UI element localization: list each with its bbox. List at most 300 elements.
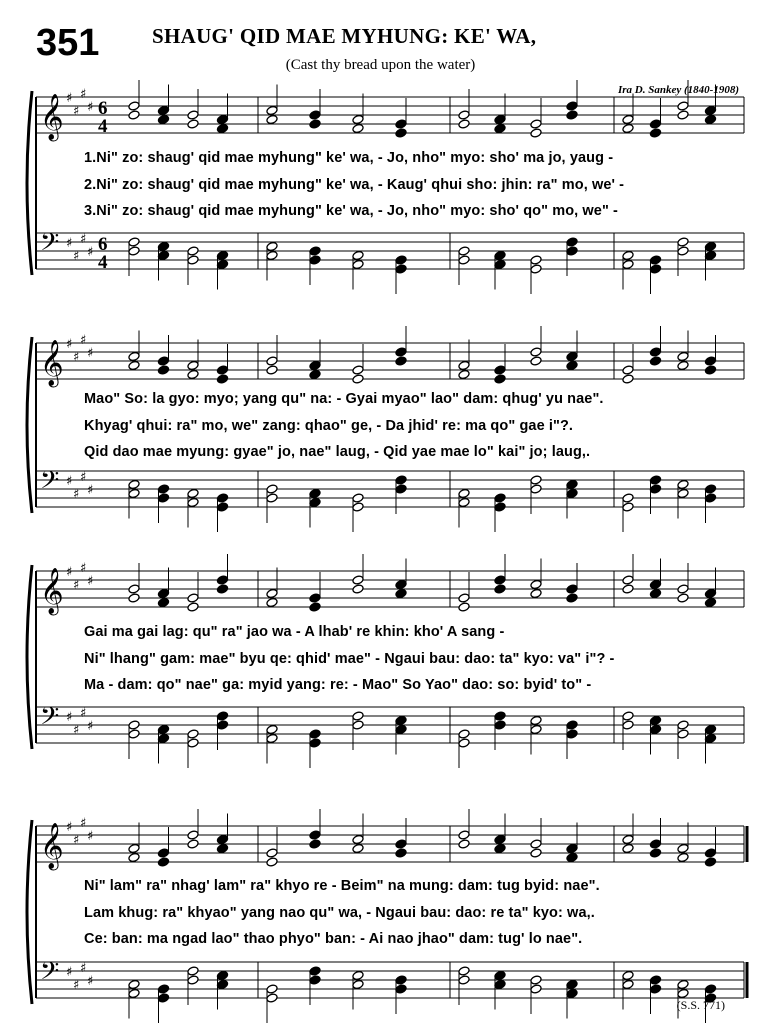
note-head bbox=[352, 979, 364, 989]
note-head bbox=[622, 123, 634, 133]
note-head bbox=[649, 588, 661, 598]
note-head bbox=[352, 502, 364, 512]
sharp-icon: ♯ bbox=[87, 245, 94, 260]
note-head bbox=[266, 356, 278, 366]
note-head bbox=[157, 724, 169, 734]
note-head bbox=[395, 255, 407, 265]
note-head bbox=[677, 360, 689, 370]
note-head bbox=[494, 250, 506, 260]
treble-clef-icon: 𝄞 bbox=[40, 94, 64, 140]
note-head bbox=[677, 843, 689, 853]
note-head bbox=[216, 720, 228, 730]
sharp-icon: ♯ bbox=[73, 723, 80, 738]
note-head bbox=[216, 575, 228, 585]
note-head bbox=[157, 484, 169, 494]
note-head bbox=[128, 110, 140, 120]
note-head bbox=[216, 979, 228, 989]
note-head bbox=[622, 979, 634, 989]
note-head bbox=[530, 724, 542, 734]
note-head bbox=[157, 993, 169, 1003]
note-head bbox=[622, 374, 634, 384]
note-head bbox=[677, 488, 689, 498]
note-head bbox=[622, 843, 634, 853]
note-head bbox=[187, 360, 199, 370]
note-head bbox=[187, 119, 199, 129]
sharp-icon: ♯ bbox=[73, 104, 80, 119]
sharp-icon: ♯ bbox=[87, 574, 94, 589]
lyric-line: Khyag' qhui: ra" mo, we" zang: qhao" ge, - Da jhid' re: ma qo" gae i"?. bbox=[84, 418, 574, 434]
note-head bbox=[128, 479, 140, 489]
note-head bbox=[530, 347, 542, 357]
note-head bbox=[458, 729, 470, 739]
note-head bbox=[649, 579, 661, 589]
note-head bbox=[677, 479, 689, 489]
hymn-title: SHAUG' QID MAE MYHUNG: KE' WA, bbox=[152, 24, 537, 48]
note-head bbox=[395, 984, 407, 994]
note-head bbox=[309, 360, 321, 370]
note-head bbox=[157, 241, 169, 251]
note-head bbox=[352, 575, 364, 585]
note-head bbox=[352, 250, 364, 260]
note-head bbox=[395, 347, 407, 357]
note-head bbox=[266, 484, 278, 494]
note-head bbox=[530, 715, 542, 725]
note-head bbox=[187, 966, 199, 976]
treble-clef-icon: 𝄞 bbox=[40, 568, 64, 614]
note-head bbox=[309, 593, 321, 603]
note-head bbox=[494, 720, 506, 730]
note-head bbox=[530, 264, 542, 274]
lyric-line: 1.Ni" zo: shaug' qid mae myhung" ke' wa, - Jo, nho" myo: sho' ma jo, yaug - bbox=[84, 150, 614, 166]
sharp-icon: ♯ bbox=[73, 249, 80, 264]
note-head bbox=[395, 475, 407, 485]
note-head bbox=[187, 738, 199, 748]
note-head bbox=[395, 264, 407, 274]
note-head bbox=[309, 497, 321, 507]
note-head bbox=[530, 588, 542, 598]
sharp-icon: ♯ bbox=[87, 346, 94, 361]
note-head bbox=[677, 351, 689, 361]
note-head bbox=[649, 347, 661, 357]
note-head bbox=[352, 123, 364, 133]
lyric-line: Ni" lam" ra" nhag' lam" ra" khyo re - Beim" na mung: dam: tug byid: nae". bbox=[84, 878, 600, 894]
sharp-icon: ♯ bbox=[73, 487, 80, 502]
note-head bbox=[266, 733, 278, 743]
note-head bbox=[649, 839, 661, 849]
note-head bbox=[187, 830, 199, 840]
note-head bbox=[395, 724, 407, 734]
note-head bbox=[704, 493, 716, 503]
sharp-icon: ♯ bbox=[66, 91, 73, 106]
note-head bbox=[494, 843, 506, 853]
note-head bbox=[266, 857, 278, 867]
note-head bbox=[530, 475, 542, 485]
lyric-line: Ma - dam: qo" nae" ga: myid yang: re: - Mao" So Yao" dao: so: byid' to" - bbox=[84, 677, 592, 693]
note-head bbox=[566, 729, 578, 739]
note-head bbox=[458, 738, 470, 748]
note-head bbox=[128, 351, 140, 361]
note-head bbox=[622, 584, 634, 594]
note-head bbox=[530, 975, 542, 985]
note-head bbox=[566, 979, 578, 989]
sharp-icon: ♯ bbox=[66, 710, 73, 725]
note-head bbox=[187, 593, 199, 603]
note-head bbox=[352, 259, 364, 269]
note-head bbox=[677, 101, 689, 111]
note-head bbox=[494, 970, 506, 980]
note-head bbox=[677, 979, 689, 989]
note-head bbox=[216, 502, 228, 512]
sharp-icon: ♯ bbox=[87, 483, 94, 498]
system-brace bbox=[27, 565, 32, 749]
note-head bbox=[494, 575, 506, 585]
note-head bbox=[352, 584, 364, 594]
note-head bbox=[352, 374, 364, 384]
time-signature-top: 6 bbox=[98, 234, 108, 255]
sharp-icon: ♯ bbox=[87, 829, 94, 844]
note-head bbox=[395, 715, 407, 725]
note-head bbox=[494, 365, 506, 375]
note-head bbox=[309, 246, 321, 256]
note-head bbox=[649, 356, 661, 366]
note-head bbox=[677, 852, 689, 862]
note-head bbox=[309, 839, 321, 849]
note-head bbox=[649, 119, 661, 129]
sharp-icon: ♯ bbox=[80, 87, 87, 102]
note-head bbox=[622, 250, 634, 260]
note-head bbox=[649, 975, 661, 985]
note-head bbox=[622, 502, 634, 512]
note-head bbox=[266, 724, 278, 734]
sharp-icon: ♯ bbox=[66, 565, 73, 580]
time-signature-top: 6 bbox=[98, 98, 108, 119]
treble-clef-icon: 𝄞 bbox=[40, 823, 64, 869]
note-head bbox=[494, 979, 506, 989]
note-head bbox=[530, 579, 542, 589]
note-head bbox=[704, 114, 716, 124]
lyric-line: Ce: ban: ma ngad lao" thao phyo" ban: - Ai nao jhao" dam: tug' lo nae". bbox=[84, 931, 583, 947]
bass-clef-icon: 𝄢 bbox=[40, 466, 60, 501]
note-head bbox=[309, 602, 321, 612]
time-signature-bottom: 4 bbox=[98, 116, 108, 137]
note-head bbox=[266, 993, 278, 1003]
note-head bbox=[352, 114, 364, 124]
note-head bbox=[309, 966, 321, 976]
note-head bbox=[187, 369, 199, 379]
note-head bbox=[157, 848, 169, 858]
note-head bbox=[216, 493, 228, 503]
note-head bbox=[458, 360, 470, 370]
note-head bbox=[649, 475, 661, 485]
note-head bbox=[704, 356, 716, 366]
hymn-number: 351 bbox=[36, 22, 100, 64]
note-head bbox=[677, 729, 689, 739]
note-head bbox=[128, 584, 140, 594]
note-head bbox=[704, 250, 716, 260]
sharp-icon: ♯ bbox=[66, 820, 73, 835]
lyric-line: Mao" So: la gyo: myo; yang qu" na: - Gyai myao" lao" dam: qhug' yu nae". bbox=[84, 391, 604, 407]
sharp-icon: ♯ bbox=[80, 561, 87, 576]
note-head bbox=[216, 123, 228, 133]
note-head bbox=[187, 110, 199, 120]
note-head bbox=[458, 602, 470, 612]
note-head bbox=[187, 975, 199, 985]
note-head bbox=[458, 246, 470, 256]
note-head bbox=[566, 351, 578, 361]
note-head bbox=[352, 493, 364, 503]
note-head bbox=[187, 255, 199, 265]
note-head bbox=[566, 852, 578, 862]
note-head bbox=[458, 255, 470, 265]
note-head bbox=[157, 733, 169, 743]
note-head bbox=[458, 110, 470, 120]
note-head bbox=[157, 250, 169, 260]
note-head bbox=[157, 493, 169, 503]
note-head bbox=[530, 848, 542, 858]
note-head bbox=[704, 105, 716, 115]
note-head bbox=[677, 237, 689, 247]
sharp-icon: ♯ bbox=[66, 337, 73, 352]
note-head bbox=[649, 715, 661, 725]
note-head bbox=[128, 988, 140, 998]
note-head bbox=[128, 360, 140, 370]
sharp-icon: ♯ bbox=[66, 236, 73, 251]
note-head bbox=[458, 488, 470, 498]
hymn-subtitle: (Cast thy bread upon the water) bbox=[285, 57, 476, 73]
note-head bbox=[128, 729, 140, 739]
note-head bbox=[458, 975, 470, 985]
note-head bbox=[266, 597, 278, 607]
note-head bbox=[216, 365, 228, 375]
sharp-icon: ♯ bbox=[87, 100, 94, 115]
note-head bbox=[566, 110, 578, 120]
sharp-icon: ♯ bbox=[80, 470, 87, 485]
note-head bbox=[128, 101, 140, 111]
note-head bbox=[187, 602, 199, 612]
note-head bbox=[622, 114, 634, 124]
note-head bbox=[649, 128, 661, 138]
note-head bbox=[309, 488, 321, 498]
note-head bbox=[622, 720, 634, 730]
note-head bbox=[157, 588, 169, 598]
note-head bbox=[266, 984, 278, 994]
note-head bbox=[157, 984, 169, 994]
note-head bbox=[309, 119, 321, 129]
note-head bbox=[309, 975, 321, 985]
sharp-icon: ♯ bbox=[80, 706, 87, 721]
lyric-line: 2.Ni" zo: shaug' qid mae myhung" ke' wa, - Kaug' qhui sho: jhin: ra" mo, we' - bbox=[84, 177, 625, 193]
note-head bbox=[395, 839, 407, 849]
note-head bbox=[649, 484, 661, 494]
note-head bbox=[704, 848, 716, 858]
note-head bbox=[704, 984, 716, 994]
note-head bbox=[458, 119, 470, 129]
note-head bbox=[187, 729, 199, 739]
note-head bbox=[622, 834, 634, 844]
note-head bbox=[309, 255, 321, 265]
note-head bbox=[395, 484, 407, 494]
system-brace bbox=[27, 91, 32, 275]
sharp-icon: ♯ bbox=[87, 974, 94, 989]
note-head bbox=[566, 479, 578, 489]
note-head bbox=[566, 488, 578, 498]
note-head bbox=[530, 128, 542, 138]
note-head bbox=[266, 848, 278, 858]
note-head bbox=[216, 834, 228, 844]
note-head bbox=[157, 356, 169, 366]
bass-clef-icon: 𝄢 bbox=[40, 702, 60, 737]
note-head bbox=[266, 365, 278, 375]
note-head bbox=[128, 593, 140, 603]
note-head bbox=[458, 369, 470, 379]
note-head bbox=[309, 110, 321, 120]
note-head bbox=[352, 365, 364, 375]
note-head bbox=[622, 365, 634, 375]
note-head bbox=[187, 497, 199, 507]
note-head bbox=[216, 970, 228, 980]
sharp-icon: ♯ bbox=[66, 965, 73, 980]
note-head bbox=[216, 250, 228, 260]
note-head bbox=[494, 259, 506, 269]
note-head bbox=[187, 488, 199, 498]
note-head bbox=[704, 724, 716, 734]
sharp-icon: ♯ bbox=[73, 978, 80, 993]
sharp-icon: ♯ bbox=[80, 816, 87, 831]
note-head bbox=[309, 830, 321, 840]
note-head bbox=[530, 839, 542, 849]
note-head bbox=[494, 834, 506, 844]
composer-credit: Ira D. Sankey (1840-1908) bbox=[618, 84, 739, 96]
note-head bbox=[622, 575, 634, 585]
note-head bbox=[566, 237, 578, 247]
system-brace bbox=[27, 820, 32, 1004]
note-head bbox=[128, 979, 140, 989]
sharp-icon: ♯ bbox=[73, 350, 80, 365]
note-head bbox=[266, 105, 278, 115]
note-head bbox=[266, 250, 278, 260]
note-head bbox=[216, 114, 228, 124]
note-head bbox=[216, 584, 228, 594]
note-head bbox=[649, 848, 661, 858]
note-head bbox=[128, 246, 140, 256]
note-head bbox=[677, 720, 689, 730]
note-head bbox=[395, 356, 407, 366]
note-head bbox=[649, 255, 661, 265]
note-head bbox=[128, 852, 140, 862]
note-head bbox=[157, 857, 169, 867]
note-head bbox=[494, 114, 506, 124]
note-head bbox=[649, 264, 661, 274]
note-head bbox=[494, 502, 506, 512]
note-head bbox=[157, 114, 169, 124]
note-head bbox=[216, 374, 228, 384]
note-head bbox=[395, 588, 407, 598]
note-head bbox=[704, 484, 716, 494]
lyric-line: Gai ma gai lag: qu" ra" jao wa - A lhab' re khin: kho' A sang - bbox=[84, 624, 505, 640]
note-head bbox=[128, 488, 140, 498]
note-head bbox=[566, 988, 578, 998]
note-head bbox=[566, 360, 578, 370]
note-head bbox=[494, 584, 506, 594]
note-head bbox=[266, 493, 278, 503]
note-head bbox=[187, 246, 199, 256]
sharp-icon: ♯ bbox=[87, 719, 94, 734]
lyric-line: Qid dao mae myung: gyae" jo, nae" laug, - Qid yae mae lo" kai" jo; laug,. bbox=[84, 444, 591, 460]
sharp-icon: ♯ bbox=[80, 232, 87, 247]
note-head bbox=[649, 724, 661, 734]
note-head bbox=[458, 966, 470, 976]
note-head bbox=[216, 711, 228, 721]
note-head bbox=[458, 497, 470, 507]
note-head bbox=[494, 123, 506, 133]
note-head bbox=[704, 588, 716, 598]
sharp-icon: ♯ bbox=[66, 474, 73, 489]
note-head bbox=[566, 843, 578, 853]
note-head bbox=[266, 114, 278, 124]
note-head bbox=[530, 484, 542, 494]
note-head bbox=[187, 839, 199, 849]
note-head bbox=[622, 493, 634, 503]
source-reference: (S.S. 771) bbox=[676, 998, 725, 1012]
note-head bbox=[494, 493, 506, 503]
time-signature-bottom: 4 bbox=[98, 252, 108, 273]
note-head bbox=[216, 259, 228, 269]
note-head bbox=[395, 579, 407, 589]
note-head bbox=[128, 720, 140, 730]
note-head bbox=[458, 839, 470, 849]
treble-clef-icon: 𝄞 bbox=[40, 340, 64, 386]
note-head bbox=[566, 101, 578, 111]
note-head bbox=[494, 374, 506, 384]
note-head bbox=[704, 365, 716, 375]
system-brace bbox=[27, 337, 32, 513]
note-head bbox=[622, 259, 634, 269]
note-head bbox=[704, 597, 716, 607]
note-head bbox=[157, 105, 169, 115]
note-head bbox=[566, 246, 578, 256]
sharp-icon: ♯ bbox=[80, 333, 87, 348]
note-head bbox=[704, 733, 716, 743]
note-head bbox=[309, 369, 321, 379]
note-head bbox=[352, 720, 364, 730]
lyric-line: Lam khug: ra" khyao" yang nao qu" wa, - Ngaui bau: dao: re ta" kyo: wa,. bbox=[84, 905, 595, 921]
note-head bbox=[458, 593, 470, 603]
note-head bbox=[309, 738, 321, 748]
note-head bbox=[530, 356, 542, 366]
note-head bbox=[530, 984, 542, 994]
note-head bbox=[677, 584, 689, 594]
note-head bbox=[395, 128, 407, 138]
note-head bbox=[458, 830, 470, 840]
sharp-icon: ♯ bbox=[73, 833, 80, 848]
note-head bbox=[352, 711, 364, 721]
note-head bbox=[566, 593, 578, 603]
note-head bbox=[266, 241, 278, 251]
note-head bbox=[157, 597, 169, 607]
note-head bbox=[566, 584, 578, 594]
note-head bbox=[677, 246, 689, 256]
note-head bbox=[352, 970, 364, 980]
lyric-line: Ni" lhang" gam: mae" byu qe: qhid' mae" - Ngaui bau: dao: ta" kyo: va" i"? - bbox=[84, 651, 615, 667]
note-head bbox=[216, 843, 228, 853]
note-head bbox=[395, 119, 407, 129]
note-head bbox=[128, 843, 140, 853]
note-head bbox=[704, 857, 716, 867]
note-head bbox=[494, 711, 506, 721]
note-head bbox=[530, 119, 542, 129]
bass-clef-icon: 𝄢 bbox=[40, 957, 60, 992]
lyric-line: 3.Ni" zo: shaug' qid mae myhung" ke' wa, - Jo, nho" myo: sho' qo" mo, we" - bbox=[84, 203, 618, 219]
